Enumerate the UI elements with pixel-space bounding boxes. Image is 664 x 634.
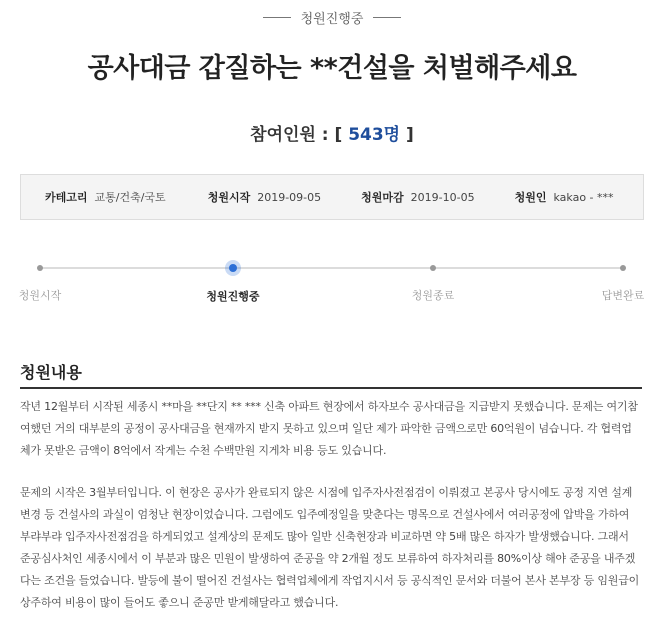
status-label: 청원진행중 [300,12,364,27]
petition-info-box [20,174,644,220]
step-dot [430,265,436,271]
step-label: 청원시작 [18,289,62,302]
content-paragraph: 작년 12월부터 시작된 세종시 **마을 **단지 ** *** 신축 아파트 현장에서 하자보수 공사대금을 지급받지 못했습니다. 문제는 여기참여했던 거의 대부분의 공정이 공사대금을 현재까지 받지 못하고 있으며 일단 제가 파악한 금액으로만 60억원이 넘습니다. 각 협력업체가 못받은 금액이 8억에서 작게는 수천 수백만원 지게차 비용 등도 있습니다. [20,400,638,457]
progress-step-start [0,258,90,303]
right-divider [373,17,401,18]
info-start [208,189,321,205]
info-author [515,189,614,205]
end-value: 2019-10-05 [410,190,475,204]
content-paragraph: 문제의 시작은 3월부터입니다. 이 현장은 공사가 완료되지 않은 시점에 입주자사전점검이 이뤄졌고 본공사 당시에도 공정 지연 설계변경 등 건설사의 과실이 엄청난 현장이었습니다. 그럼에도 입주예정일을 맞춘다는 명목으로 건설사에서 여러공정에 압박을 가하여 부랴부랴 입주자사전점검을 하게되었고 설계상의 문제도 많아 일반 신축현장과 비교하면 약 5배 많은 하자가 발생했습니다. 그래서 준공심사처인 세종시에서 이 부분과 많은 민원이 발생하여 준공을 약 2개월 정도 보류하여 하자처리를 80%이상 해야 준공을 내주겠다는 조건을 들었습니다. 발등에 불이 떨어진 건설사는 협력업체에게 작업지시서 등 공식적인 문서와 더불어 본사 본부장 등 임원급이 상주하여 비용이 많이 들어도 좋으니 준공만 받게해달라고 했습니다. [20,486,640,609]
active-step-dot [229,264,237,272]
step-dot [37,265,43,271]
step-dot [620,265,626,271]
progress-step-ongoing [183,258,283,304]
participant-bracket: ] [406,125,414,145]
end-label: 청원마감 [361,191,404,204]
page-title: 공사대금 갑질하는 **건설을 처벌해주세요 [87,53,577,84]
left-divider [263,17,291,18]
content-heading: 청원내용 [20,363,82,382]
progress-line [40,267,623,269]
step-label: 답변완료 [601,289,645,302]
author-value: kakao - *** [553,190,614,204]
participant-label: 참여인원 : [ [250,125,343,145]
info-category [45,189,166,205]
start-label: 청원시작 [207,191,251,204]
petition-content [20,396,642,634]
progress-step-answered [573,258,664,303]
category-value: 교통/건축/국토 [94,191,166,204]
start-value: 2019-09-05 [257,190,322,204]
step-label: 청원종료 [411,289,455,302]
participant-count [0,120,664,145]
category-label: 카테고리 [45,191,88,204]
status-header [0,8,664,27]
info-end [361,189,474,205]
step-label: 청원진행중 [206,290,260,303]
participant-number: 543명 [348,125,401,145]
progress-tracker [0,258,664,308]
content-divider [20,387,642,389]
author-label: 청원인 [514,191,547,204]
progress-step-closed [383,258,483,303]
